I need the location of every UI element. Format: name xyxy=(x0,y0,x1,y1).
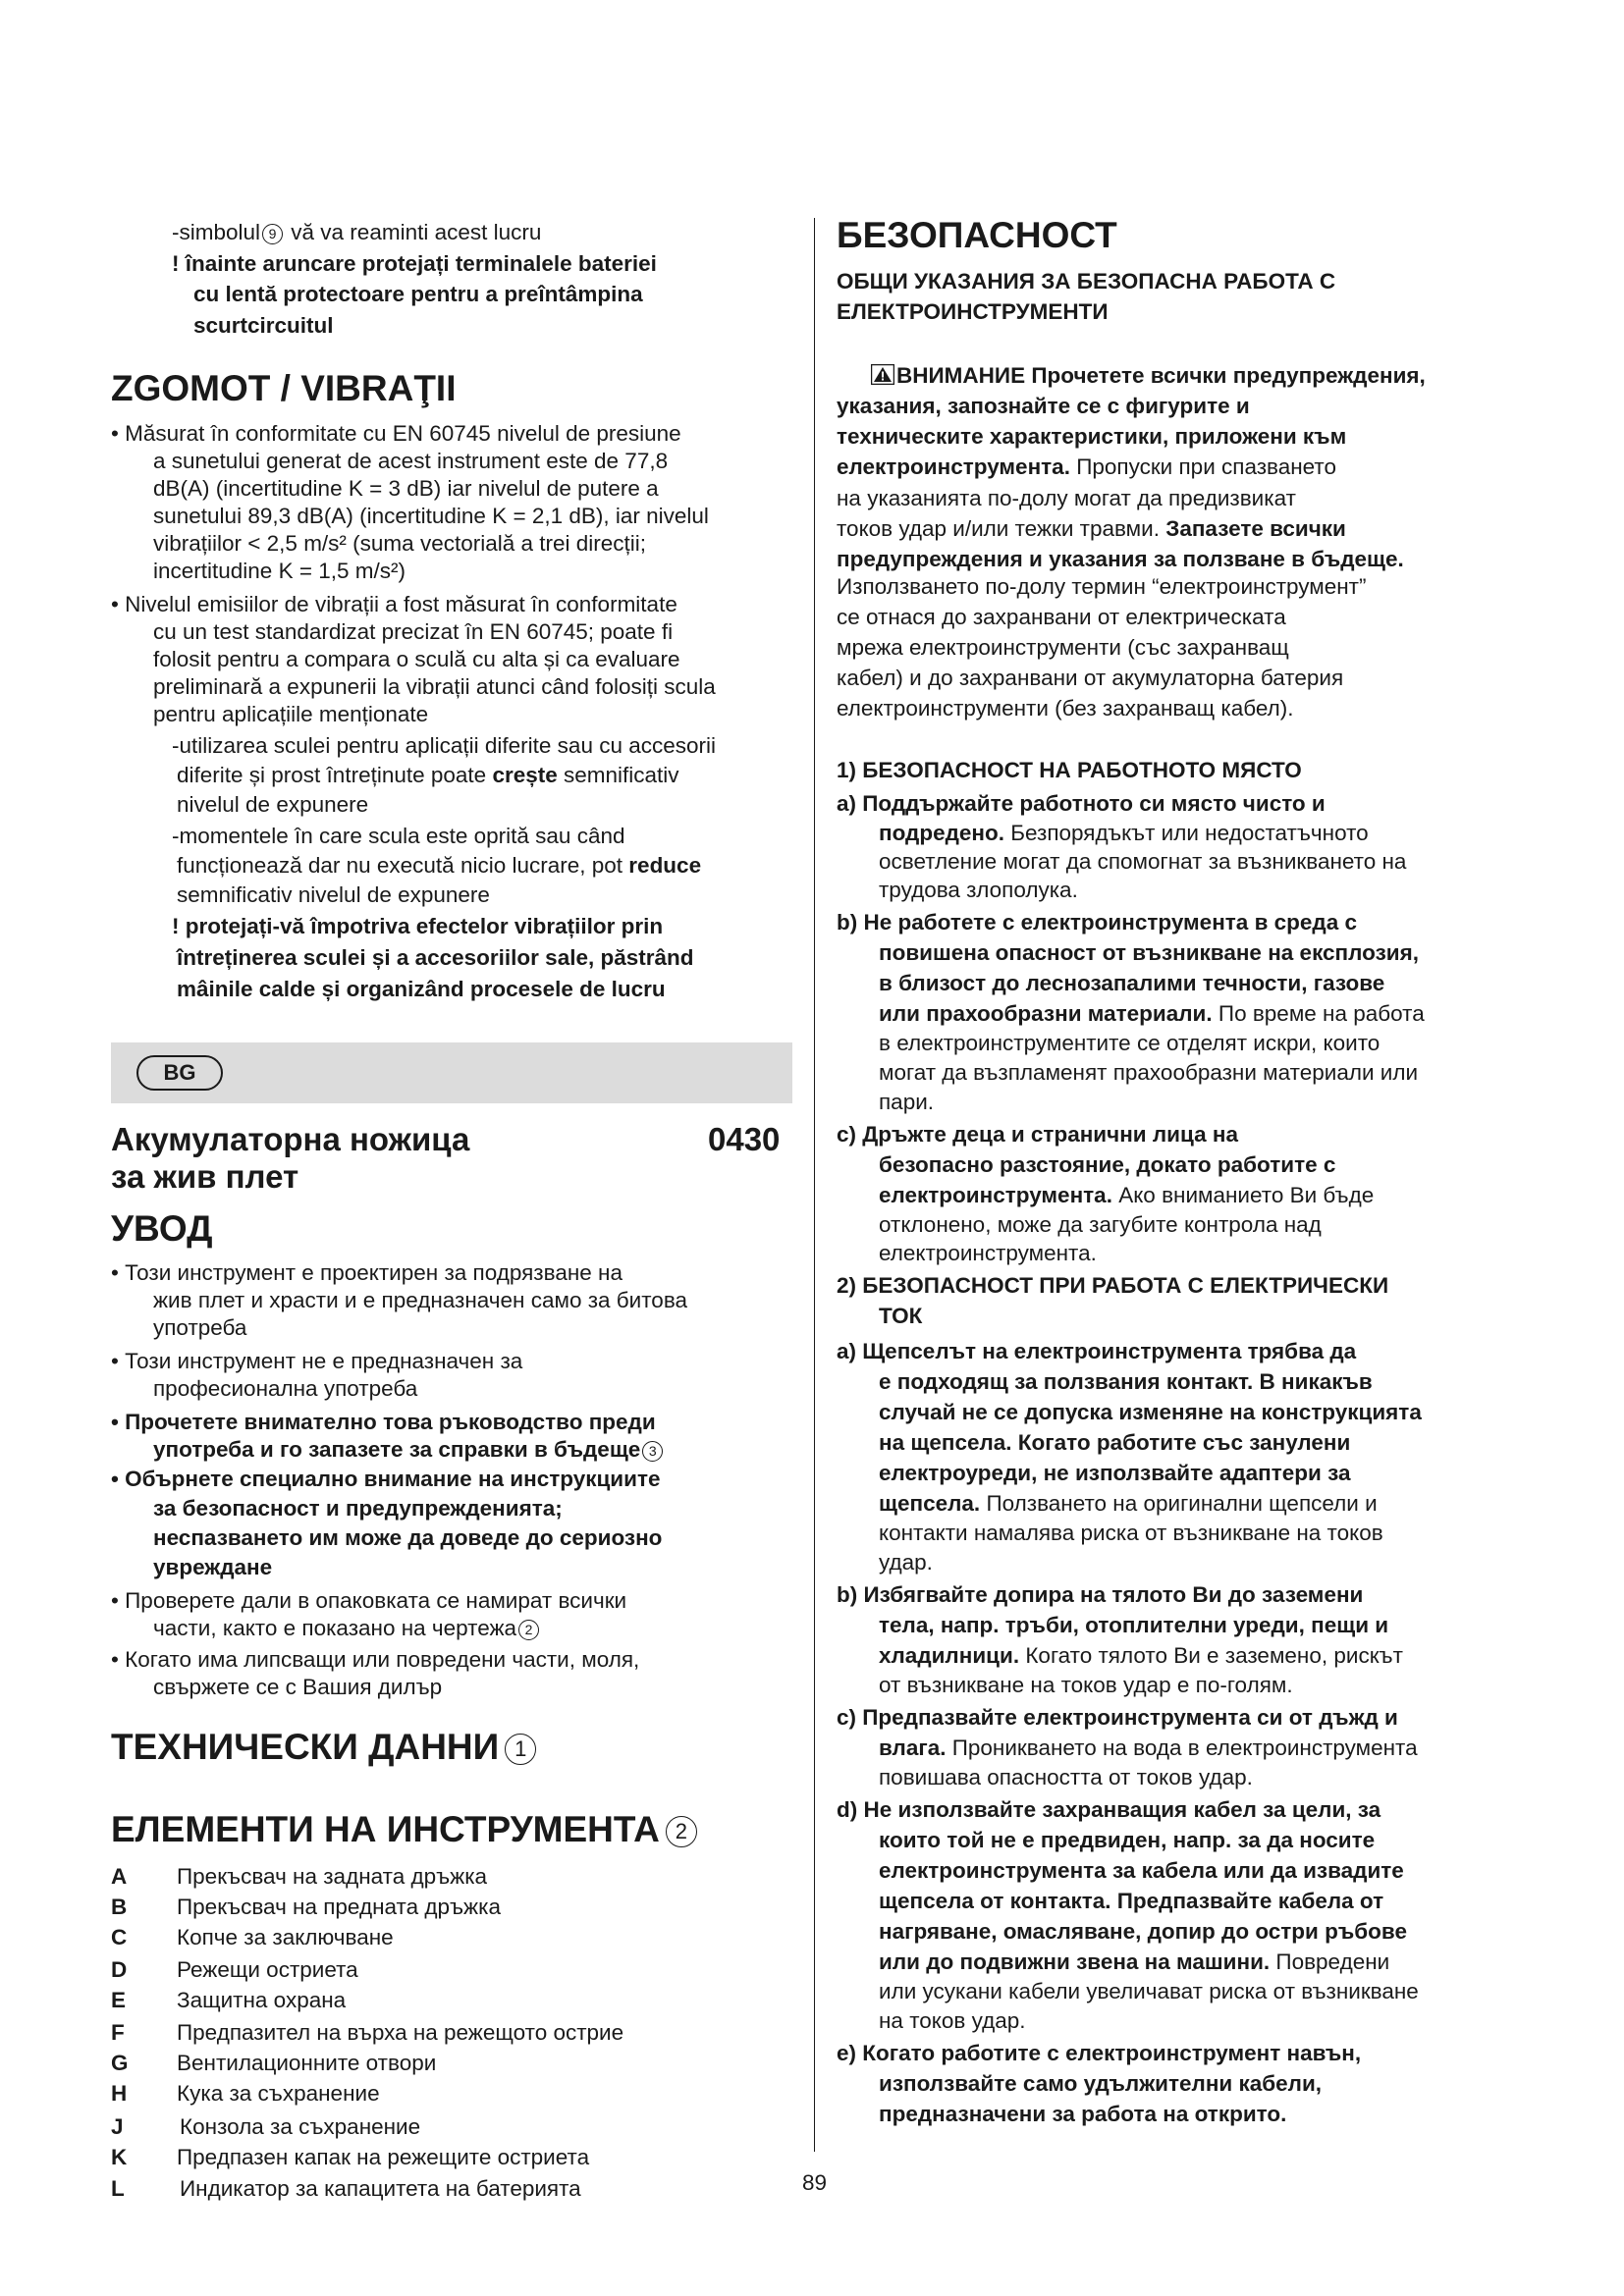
vibration-sub-line: semnificativ nivelul de expunere xyxy=(177,882,490,907)
rule-line: електроуреди, не използвайте адаптери за xyxy=(879,1461,1351,1485)
rule-line: нагряване, омасляване, допир до остри ръбове xyxy=(879,1919,1407,1944)
element-label: Вентилационните отвори xyxy=(177,2051,437,2075)
element-key: J xyxy=(111,2114,124,2139)
element-key: K xyxy=(111,2145,128,2169)
rule-line: или усукани кабели увеличават риска от възникване xyxy=(879,1979,1419,2003)
intro-line: професионална употреба xyxy=(153,1376,418,1401)
intro-line: • Проверете дали в опаковката се намират всички xyxy=(111,1588,627,1613)
vibration-protect-line: întreținerea sculei și a accesoriilor sale, păstrând xyxy=(177,945,694,970)
intro-line: увреждане xyxy=(153,1555,273,1579)
vibration-sub-line: nivelul de expunere xyxy=(177,792,369,817)
vibration-protect-line: mâinile calde și organizând procesele de lucru xyxy=(177,977,666,1001)
rule-line: щепсела от контакта. Предпазвайте кабела от xyxy=(879,1889,1384,1913)
rule-line: е подходящ за ползвания контакт. В никакъв xyxy=(879,1369,1373,1394)
noise-line: • Măsurat în conformitate cu EN 60745 nivelul de presiune xyxy=(111,421,681,446)
warning-icon xyxy=(871,364,894,385)
rule-line: които той не е предвиден, напр. за да носите xyxy=(879,1828,1376,1852)
warning-line: се отнася до захранвани от електрическата xyxy=(837,605,1286,629)
intro-line: • Този инструмент не е предназначен за xyxy=(111,1349,523,1373)
section-1-heading: 1) БЕЗОПАСНОСТ НА РАБОТНОТО МЯСТО xyxy=(837,758,1302,782)
vibration-sub-line: -momentele în care scula este oprită sau când xyxy=(172,824,625,848)
rule-line: подредено. Безпорядъкът или недостатъчното xyxy=(879,821,1369,845)
warning-line: техническите характеристики, приложени към xyxy=(837,424,1347,449)
element-key: D xyxy=(111,1957,128,1982)
vibration-sub-line: funcționează dar nu execută nicio lucrare, pot reduce xyxy=(177,853,702,878)
product-code: 0430 xyxy=(708,1121,781,1157)
noise-line: incertitudine K = 1,5 m/s²) xyxy=(153,559,406,583)
intro-line: жив плет и храсти и е предназначен само за битова xyxy=(153,1288,688,1312)
element-label: Предпазен капак на режещите остриета xyxy=(177,2145,590,2169)
noise-line: pentru aplicațiile menționate xyxy=(153,702,429,726)
noise-line: cu un test standardizat precizat în EN 60745; poate fi xyxy=(153,619,674,644)
rule-line: на токов удар. xyxy=(879,2008,1026,2033)
intro-line: части, както е показано на чертежа 2 xyxy=(153,1615,541,1642)
rule-line: от възникване на токов удар е по-голям. xyxy=(879,1673,1293,1697)
page-number: 89 xyxy=(802,2170,828,2195)
warning-line: указания, запознайте се с фигурите и xyxy=(837,394,1250,418)
rule-line: a) Щепселът на електроинструмента трябва да xyxy=(837,1339,1357,1363)
noise-line: folosit pentru a compara o sculă cu alta și ca evaluare xyxy=(153,647,680,671)
rule-line: в електроинструментите се отделят искри, които xyxy=(879,1031,1380,1055)
intro-line: употреба и го запазете за справки в бъдеще 3 xyxy=(153,1436,665,1464)
noise-line: vibrațiilor < 2,5 m/s² (suma vectorială a trei direcții; xyxy=(153,531,647,556)
element-key: L xyxy=(111,2176,125,2201)
rule-line: повишена опасност от възникване на експлозия, xyxy=(879,940,1419,965)
rule-line: щепсела. Ползването на оригинални щепсели и xyxy=(879,1491,1378,1516)
element-label: Копче за заключване xyxy=(177,1925,394,1949)
rule-line: c) Дръжте деца и странични лица на xyxy=(837,1122,1238,1147)
battery-warning-line: ! înainte aruncare protejați terminalele bateriei xyxy=(172,251,657,276)
rule-line: могат да възпламенят прахообразни материали или xyxy=(879,1060,1419,1085)
element-label: Кука за съхранение xyxy=(177,2081,380,2106)
intro-line: употреба xyxy=(153,1315,247,1340)
warning-line: токов удар и/или тежки травми. Запазете всички xyxy=(837,516,1346,541)
ref-circle-2: 2 xyxy=(518,1620,539,1640)
warning-line: мрежа електроинструменти (със захранващ xyxy=(837,635,1289,660)
section-2-heading: 2) БЕЗОПАСНОСТ ПРИ РАБОТА С ЕЛЕКТРИЧЕСКИ xyxy=(837,1273,1389,1298)
warning-line: кабел) и до захранвани от акумулаторна батерия xyxy=(837,666,1344,690)
vibration-sub-line: diferite și prost întreținute poate crește semnificativ xyxy=(177,763,679,787)
rule-line: или прахообразни материали. По време на работа xyxy=(879,1001,1425,1026)
rule-line: c) Предпазвайте електроинструмента си от дъжд и xyxy=(837,1705,1398,1730)
element-label: Предпазител на върха на режещото острие xyxy=(177,2020,624,2045)
product-title: за жив плет xyxy=(111,1158,299,1195)
rule-line: тела, напр. тръби, отоплителни уреди, пещи и xyxy=(879,1613,1389,1637)
rule-line: b) Не работете с електроинструмента в среда с xyxy=(837,910,1357,934)
noise-line: preliminară a expunerii la vibrații atunci când folosiți scula xyxy=(153,674,716,699)
rule-line: a) Поддържайте работното си място чисто и xyxy=(837,791,1326,816)
rule-line: e) Когато работите с електроинструмент навън, xyxy=(837,2041,1362,2065)
element-label: Конзола за съхранение xyxy=(180,2114,421,2139)
elements-heading: ЕЛЕМЕНТИ НА ИНСТРУМЕНТА 2 xyxy=(111,1808,697,1851)
section-2-heading: ТОК xyxy=(879,1304,923,1328)
vibration-protect-line: ! protejați-vă împotriva efectelor vibrațiilor prin xyxy=(172,914,664,938)
element-label: Защитна охрана xyxy=(177,1988,347,2012)
element-key: H xyxy=(111,2081,128,2106)
intro-line: свържете се с Вашия дилър xyxy=(153,1675,443,1699)
language-badge: BG xyxy=(136,1055,223,1091)
element-label: Индикатор за капацитета на батерията xyxy=(180,2176,581,2201)
element-key: G xyxy=(111,2051,129,2075)
rule-line: повишава опасността от токов удар. xyxy=(879,1765,1253,1789)
element-label: Прекъсвач на задната дръжка xyxy=(177,1864,488,1889)
rule-line: използвайте само удължителни кабели, xyxy=(879,2071,1323,2096)
rule-line: d) Не използвайте захранващия кабел за цели, за xyxy=(837,1797,1381,1822)
noise-heading: ZGOMOT / VIBRAŢII xyxy=(111,368,457,408)
intro-line: • Прочетете внимателно това ръководство преди xyxy=(111,1410,656,1434)
column-divider xyxy=(814,218,815,2152)
rule-line: в близост до леснозапалими течности, газове xyxy=(879,971,1385,995)
symbol-line: -simbolul 9 vă va reaminti acest lucru xyxy=(172,220,542,244)
element-key: A xyxy=(111,1864,128,1889)
ref-circle-2: 2 xyxy=(666,1816,697,1847)
rule-line: b) Избягвайте допира на тялото Ви до заземени xyxy=(837,1582,1364,1607)
rule-line: влага. Проникването на вода в електроинструмента xyxy=(879,1735,1418,1760)
intro-line: неспазването им може да доведе до сериозно xyxy=(153,1525,663,1550)
safety-heading: БЕЗОПАСНОСТ xyxy=(837,215,1117,255)
rule-line: осветление могат да спомогнат за възникването на xyxy=(879,849,1407,874)
rule-line: електроинструмента. Ако вниманието Ви бъде xyxy=(879,1183,1375,1207)
rule-line: или до подвижни звена на машини. Повредени xyxy=(879,1949,1390,1974)
intro-line: • Този инструмент е проектирен за подрязване на xyxy=(111,1260,623,1285)
noise-line: • Nivelul emisiilor de vibrații a fost măsurat în conformitate xyxy=(111,592,677,616)
element-label: Прекъсвач на предната дръжка xyxy=(177,1895,501,1919)
intro-line: • Обърнете специално внимание на инструкциите xyxy=(111,1467,661,1491)
warning-line: ВНИМАНИЕ Прочетете всички предупреждения, xyxy=(871,362,1426,390)
noise-line: sunetului 89,3 dB(A) (incertitudine K = 2,1 dB), iar nivelul xyxy=(153,504,709,528)
warning-line: електроинструменти (без захранващ кабел). xyxy=(837,696,1294,721)
battery-warning-line: scurtcircuitul xyxy=(193,313,334,338)
element-key: E xyxy=(111,1988,127,2012)
battery-warning-line: cu lentă protectoare pentru a preîntâmpina xyxy=(193,282,643,306)
warning-line: електроинструмента. Пропуски при спазването xyxy=(837,454,1336,479)
rule-line: безопасно разстояние, докато работите с xyxy=(879,1152,1336,1177)
rule-line: предназначени за работа на открито. xyxy=(879,2102,1287,2126)
intro-heading: УВОД xyxy=(111,1208,213,1249)
rule-line: трудова злополука. xyxy=(879,878,1078,902)
rule-line: удар. xyxy=(879,1550,933,1575)
rule-line: електроинструмента. xyxy=(879,1241,1097,1265)
rule-line: контакти намалява риска от възникване на токов xyxy=(879,1521,1383,1545)
rule-line: електроинструмента за кабела или да извадите xyxy=(879,1858,1404,1883)
warning-line: Използването по-долу термин “електроинструмент” xyxy=(837,574,1367,599)
noise-line: dB(A) (incertitudine K = 3 dB) iar nivelul de putere a xyxy=(153,476,659,501)
vibration-sub-line: -utilizarea sculei pentru aplicații diferite sau cu accesorii xyxy=(172,733,717,758)
ref-circle-9: 9 xyxy=(262,224,283,244)
ref-circle-1: 1 xyxy=(505,1734,536,1765)
rule-line: на щепсела. Когато работите със занулени xyxy=(879,1430,1351,1455)
tech-data-heading: ТЕХНИЧЕСКИ ДАННИ 1 xyxy=(111,1726,536,1769)
warning-line: на указанията по-долу могат да предизвикат xyxy=(837,486,1296,510)
product-title: Акумулаторна ножица xyxy=(111,1121,470,1157)
general-safety-heading: ЕЛЕКТРОИНСТРУМЕНТИ xyxy=(837,299,1109,324)
ref-circle-3: 3 xyxy=(642,1441,663,1462)
intro-line: за безопасност и предупрежденията; xyxy=(153,1496,563,1521)
rule-line: отклонено, може да загубите контрола над xyxy=(879,1212,1322,1237)
general-safety-heading: ОБЩИ УКАЗАНИЯ ЗА БЕЗОПАСНА РАБОТА С xyxy=(837,269,1336,294)
intro-line: • Когато има липсващи или повредени части, моля, xyxy=(111,1647,640,1672)
noise-line: a sunetului generat de acest instrument este de 77,8 xyxy=(153,449,669,473)
rule-line: хладилници. Когато тялото Ви е заземено, рискът xyxy=(879,1643,1403,1668)
rule-line: случай не се допуска изменяне на конструкцията xyxy=(879,1400,1422,1424)
warning-line: предупреждения и указания за ползване в бъдеще. xyxy=(837,547,1404,571)
element-key: B xyxy=(111,1895,128,1919)
element-label: Режещи остриета xyxy=(177,1957,358,1982)
element-key: F xyxy=(111,2020,125,2045)
rule-line: пари. xyxy=(879,1090,935,1114)
element-key: C xyxy=(111,1925,128,1949)
